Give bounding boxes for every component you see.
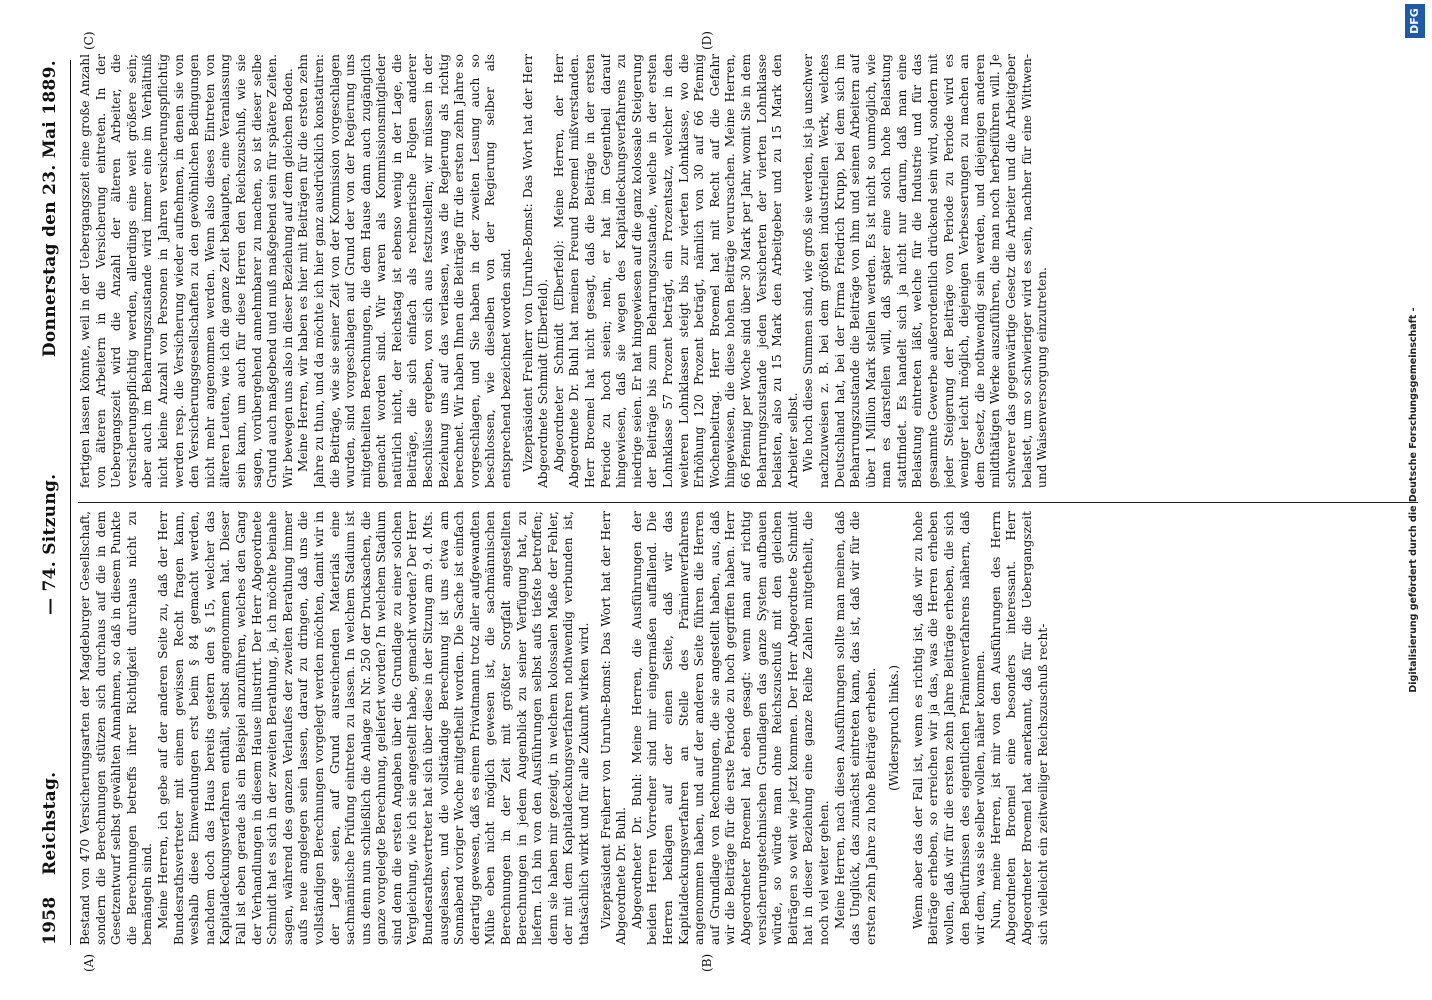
paragraph: Nun, meine Herren, ist mir von den Ausführungen des Herrn Abgeordneten Broemel eine besonders interessant. Herr Abgeordneter Broemel hat anerkannt, daß für die Uebergangszeit sich vielleicht ein zeitweiliger Reichszuschuß recht- xyxy=(988,511,1050,945)
left-column xyxy=(78,511,1418,945)
paragraph: Bestand von 470 Versicherungsarten der Magdeburger Gesellschaft, sondern die Berechnungen stützen sich durchaus auf die in dem Gesetzentwurf selbst gewählten Annahmen, so daß in diesem Punkte die Berechnungen betreffs ihrer Richtigkeit durchaus nicht zu bemängeln sind. xyxy=(78,511,155,945)
margin-letter-b: (B) xyxy=(700,953,714,972)
right-column xyxy=(78,54,1418,488)
paragraph: Meine Herren, wir haben es hier mit Beiträgen für die ersten zehn Jahre zu thun, und da möchte ich hier ganz ausdrücklich konstatiren: die Beiträge, wie sie seiner Zeit von der Kommission vorgeschlagen wurden, sind vorgeschlagen auf Grund der von der Regierung uns mitgetheilten Berechnungen, die dem Hause dann auch zugänglich gemacht worden sind. Wir waren als Kommissionsmitglieder natürlich nicht, der Reichstag ist ebenso wenig in der Lage, die Beiträge, die sich einfach als rechnerische Folgen anderer Beschlüsse ergeben, von sich aus festzustellen; wir müssen in der Beziehung uns auf das verlassen, was die Regierung als richtig berechnet. Wir haben Ihnen die Beiträge für die ersten zehn Jahre so vorgeschlagen, und Sie haben in der zweiten Lesung auch so beschlossen, wie dieselben von der Regierung selber als entsprechend bezeichnet worden sind. xyxy=(296,54,514,488)
speaker-intro: Vizepräsident Freiherr von Unruhe-Bomst: Das Wort hat der Herr Abgeordnete Schmidt (Elberfeld). xyxy=(520,54,551,488)
paragraph: Meine Herren, nach diesen Ausführungen sollte man meinen, daß das Unglück, das zunächst eintreten kann, das ist, daß wir für die ersten zehn Jahre zu hohe Beiträge erheben. xyxy=(832,511,878,945)
paragraph: Wie hoch diese Summen sind, wie groß sie werden, ist ja unschwer nachzuweisen z. B. bei dem größten industriellen Werk, welches Deutschland hat, bei der Firma Friedrich Krupp, bei dem sich im Beharrungszustande die Beiträge von ihm und seinen Arbeitern auf über 1 Million Mark stellen werden. Es ist nicht so unmöglich, wie man es darstellen will, daß später eine solch hohe Belastung stattfindet. Es handelt sich ja nicht nur darum, daß man eine Belastung eintreten läßt, welche für die Industrie und für das gesammte Gewerbe außerordentlich drückend sein wird, sondern mit jeder Steigerung der Beiträge von Periode zu Periode wird es weniger leicht möglich, diejenigen Verbesserungen zu machen an dem Gesetz, die nothwendig sein werden, und diejenigen anderen mildthätigen Werke auszuführen, die man noch herbeiführen will. Je schwerer das gegenwärtige Gesetz die Arbeiter und die Arbeitgeber belastet, um so schwieriger wird es sein, nachher für eine Wittwen- und Waisenversorgung einzutreten. xyxy=(801,54,1050,488)
margin-letter-d: (D) xyxy=(700,31,714,50)
column-divider xyxy=(78,502,1418,503)
speaker-intro: Vizepräsident Freiherr von Unruhe-Bomst: Das Wort hat der Herr Abgeordnete Dr. Buhl. xyxy=(598,511,629,945)
margin-letter-c: (C) xyxy=(82,31,96,50)
session-date: Donnerstag den 23. Mai 1889. xyxy=(40,60,60,358)
header-rule xyxy=(70,60,71,945)
session-label: — 74. Sitzung. xyxy=(40,473,60,615)
page-number: 1958 xyxy=(40,896,60,945)
dfg-logo: DFG xyxy=(1405,4,1425,38)
paragraph: fertigen lassen könnte, weil in der Uebergangszeit eine große Anzahl von älteren Arbeitern in die Versicherung eintreten. In der Uebergangszeit wird die Anzahl der älteren Arbeiter, die versicherungspflichtig werden, allerdings eine weit größere sein; aber auch im Beharrungszustande wird immer eine im Verhältniß nicht kleine Anzahl von Personen in Jahren versicherungspflichtig werden resp. die Versicherung wieder aufnehmen, in denen sie von den Versicherungsgesellschaften zu den gewöhnlichen Bedingungen nicht mehr angenommen werden. Wenn also dieses Eintreten von älteren Leuten, wie ich die ganze Zeit behaupten, eine Veranlassung sein kann, um auch für diese Herren den Reichszuschuß, wie sie sagen, vorübergehend annehmbarer zu machen, so ist dieser selbe Grund auch maßgebend und muß maßgebend sein für spätere Zeiten. Wir bewegen uns also in dieser Beziehung auf dem gleichen Boden. xyxy=(78,54,295,488)
running-head xyxy=(40,60,64,945)
digitization-credit: Digitalisierung gefördert durch die Deutsche Forschungsgemeinschaft - xyxy=(1408,307,1419,693)
paragraph: Abgeordneter Dr. Buhl: Meine Herren, die Ausführungen der beiden Herren Vorredner sind mir eingermaßen auffallend. Die Herren beklagen auf der einen Seite, daß wir das Kapitaldeckungsverfahren an Stelle des Prämienverfahrens angenommen haben, und auf der anderen Seite führen die Herren auf Grundlage von Rechnungen, die sie angestellt haben, aus, daß wir die Beiträge für die erste Periode zu hoch gegriffen haben. Herr Abgeordneter Broemel hat eben gesagt: wenn man auf richtig versicherungstechnischen Grundlagen das ganze System aufbauen würde, so würde man ohne Reichszuschuß mit den gleichen Beiträgen so weit wie jetzt kommen. Der Herr Abgeordnete Schmidt hat in dieser Beziehung eine ganze Reihe Zahlen mitgetheilt, die noch viel weiter gehen. xyxy=(629,511,831,945)
interjection: (Widerspruch links.) xyxy=(887,665,902,791)
journal-title: Reichstag. xyxy=(40,771,60,875)
paragraph: Abgeordneter Schmidt (Elberfeld): Meine Herren, der Herr Abgeordnete Dr. Buhl hat meinen Freund Broemel mißverstanden. Herr Broemel hat nicht gesagt, daß die Beiträge in der ersten Periode zu hoch seien; nein, er hat im Gegentheil darauf hingewiesen, daß sie wegen des Kapitaldeckungsverfahrens zu niedrige seien. Er hat hingewiesen auf die ganz kolossale Steigerung der Beiträge bis zum Beharrungszustande, welche in der ersten Lohnklasse 57 Prozent beträgt, ein Prozentsatz, welcher in den weiteren Lohnklassen steigt bis zur vierten Lohnklasse, wo die Erhöhung 120 Prozent beträgt, nämlich von 30 auf 66 Pfennig Wochenbeitrag. Herr Broemel hat mit Recht auf die Gefahr hingewiesen, die diese hohen Beiträge verursachen. Meine Herren, 66 Pfennig per Woche sind über 30 Mark per Jahr, womit Sie in dem Beharrungszustande jeden Versicherten der vierten Lohnklasse belasten, also zu 15 Mark den Arbeitgeber und zu 15 Mark den Arbeiter selbst. xyxy=(551,54,800,488)
margin-letter-a: (A) xyxy=(82,953,96,972)
paragraph: Wenn aber das der Fall ist, wenn es richtig ist, daß wir zu hohe Beiträge erheben, so erreichen wir ja das, was die Herren erheben wollen, daß wir für die ersten zehn Jahre Beiträge erheben, die sich den Bedürfnissen des eigentlichen Prämienverfahrens nähern, daß wir dem, was sie selber wollen, näher kommen. xyxy=(910,511,988,945)
paragraph: Meine Herren, ich gebe auf der anderen Seite zu, daß der Herr Bundesrathsvertreter mit einem gewissen Recht fragen kann, weshalb diese Einwendungen erst beim § 84 gemacht werden, nachdem doch das Haus bereits gestern den § 15, welcher das Kapitaldeckungsverfahren enthält, selbst angenommen hat. Dieser Fall ist eben gerade als ein Beispiel anzuführen, welches den Gang der Verhandlungen in diesem Hause illustrirt. Der Herr Abgeordnete Schmidt hat es sich in der zweiten Berathung, ja, ich möchte beinahe sagen, während des ganzen Verlaufes der zweiten Berathung immer aufs neue angelegen sein lassen, darauf zu dringen, daß uns die vollständigen Berechnungen vorgelegt werden möchten, damit wir in der Lage seien, auf Grund ausreichenden Materials eine sachmännische Prüfung eintreten zu lassen. In welchem Stadium ist uns denn nun schließlich die Anlage zu Nr. 250 der Drucksachen, die ganze vorgelegte Berechnung, geliefert worden? In welchem Stadium sind denn die ersten Angaben über die Grundlage zu einer solchen Vergleichung, wie ich sie angestellt habe, gemacht worden? Der Herr Bundesrathsvertreter hat sich über diese in der Sitzung am 9. d. Mts. ausgelassen, und die vollständige Berechnung ist uns etwa am Sonnabend voriger Woche mitgetheilt worden. Die Sache ist einfach derartig gewesen, daß es einem Privatmann trotz aller aufgewandten Mühe eben nicht möglich gewesen ist, die sachmännischen Berechnungen in der Zeit mit größter Sorgfalt angestellten Berechnungen in jedem Augenblick zu seiner Verfügung hat, zu liefern. Ich bin von den Ausführungen selbst aufs tiefste betroffen; denn sie haben mir gezeigt, in welchem kolossalen Maße der Fehler, der mit dem Kapitaldeckungsverfahren nothwendig verbunden ist, thatsächlich wirkt und für alle Zukunft wirken wird. xyxy=(155,511,591,945)
